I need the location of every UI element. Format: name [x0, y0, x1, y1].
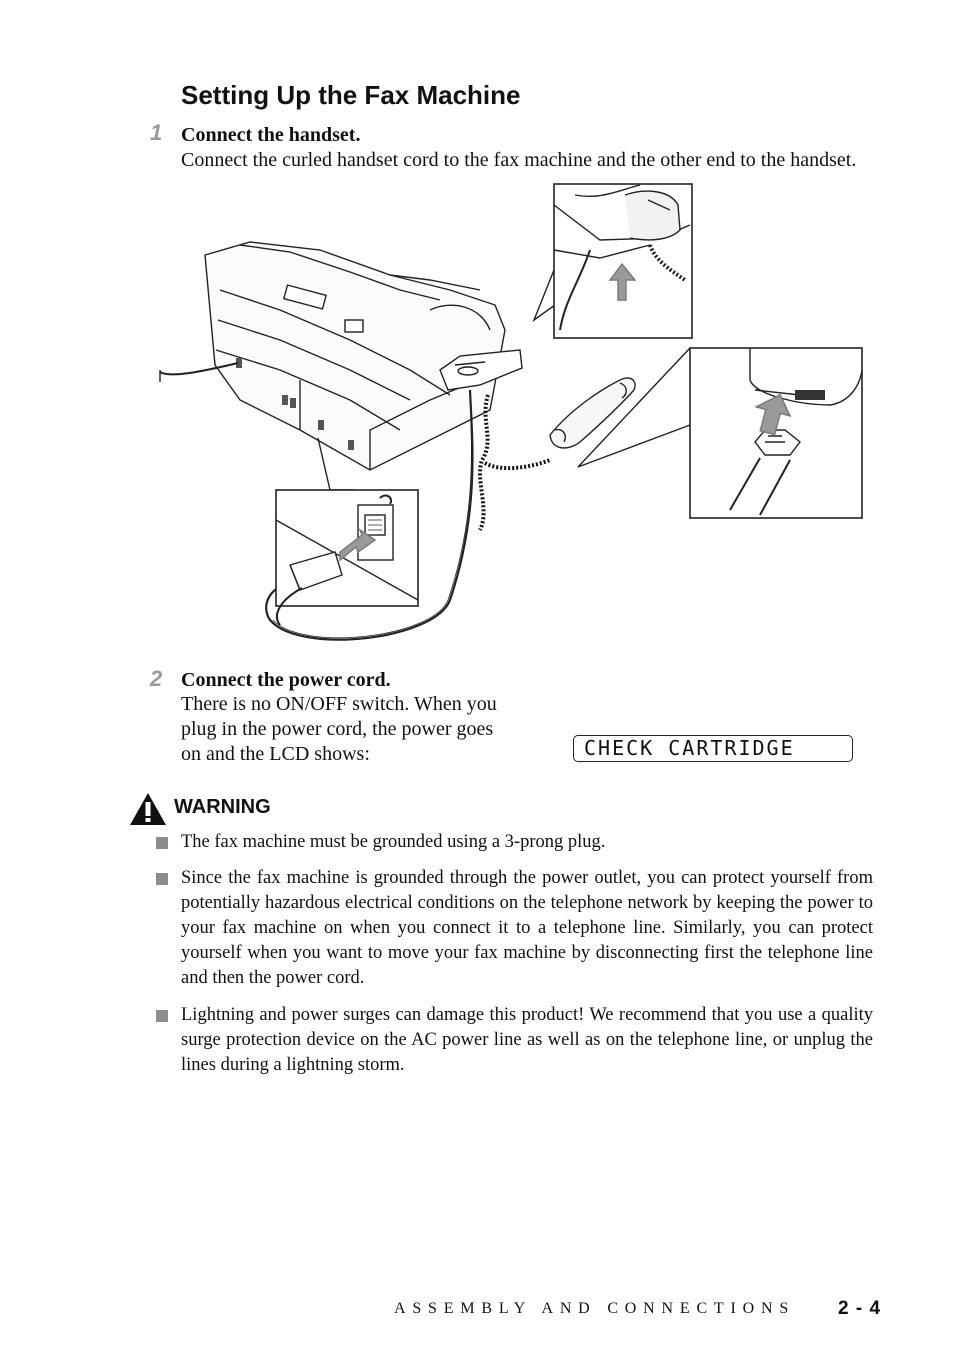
handset-jack-inset: [578, 348, 862, 518]
step-1-title: Connect the handset.: [181, 124, 361, 146]
page-number: 2 - 4: [838, 1298, 882, 1319]
fax-setup-illustration: [150, 180, 870, 655]
step-1-text: [181, 148, 901, 173]
warning-icon: [129, 792, 167, 826]
bullet-square: [156, 873, 168, 885]
step-2-line: plug in the power cord, the power goes: [181, 718, 494, 740]
warning-item: The fax machine must be grounded using a 3-prong plug.: [181, 832, 606, 852]
step-1-number: 1: [150, 120, 163, 145]
step-2-number: 2: [150, 666, 163, 691]
warning-title: WARNING: [174, 796, 271, 818]
handset-drawing: [550, 378, 635, 448]
step-2-line: on and the LCD shows:: [181, 743, 370, 765]
step-2-title: Connect the power cord.: [181, 669, 391, 691]
step-2-line: There is no ON/OFF switch. When you: [181, 693, 497, 715]
lcd-display: CHECK CARTRIDGE: [573, 735, 853, 762]
bullet-square: [156, 837, 168, 849]
page-title: Setting Up the Fax Machine: [181, 80, 521, 110]
handset-port-inset: [534, 184, 692, 338]
warning-item: Lightning and power surges can damage this product! We recommend that you use a quality surge protection device on the AC power line as well as on the telephone line, or unplug the lines during a lightning storm.: [181, 1005, 873, 1075]
wall-jack-inset: [276, 438, 418, 625]
footer-section-title: ASSEMBLY AND CONNECTIONS: [394, 1300, 796, 1317]
bullet-square: [156, 1010, 168, 1022]
step-2-text: [181, 692, 561, 767]
step-1-line: Connect the curled handset cord to the fax machine and the other end to the handset.: [181, 149, 857, 171]
warning-item: Since the fax machine is grounded through the power outlet, you can protect yourself from potentially hazardous electrical conditions on the telephone network by keeping the power to your fax machine on when you connect it to a telephone line. Similarly, you can protect yourself when you want to move your fax machine by disconnecting first the telephone line and then the power cord.: [181, 868, 873, 988]
